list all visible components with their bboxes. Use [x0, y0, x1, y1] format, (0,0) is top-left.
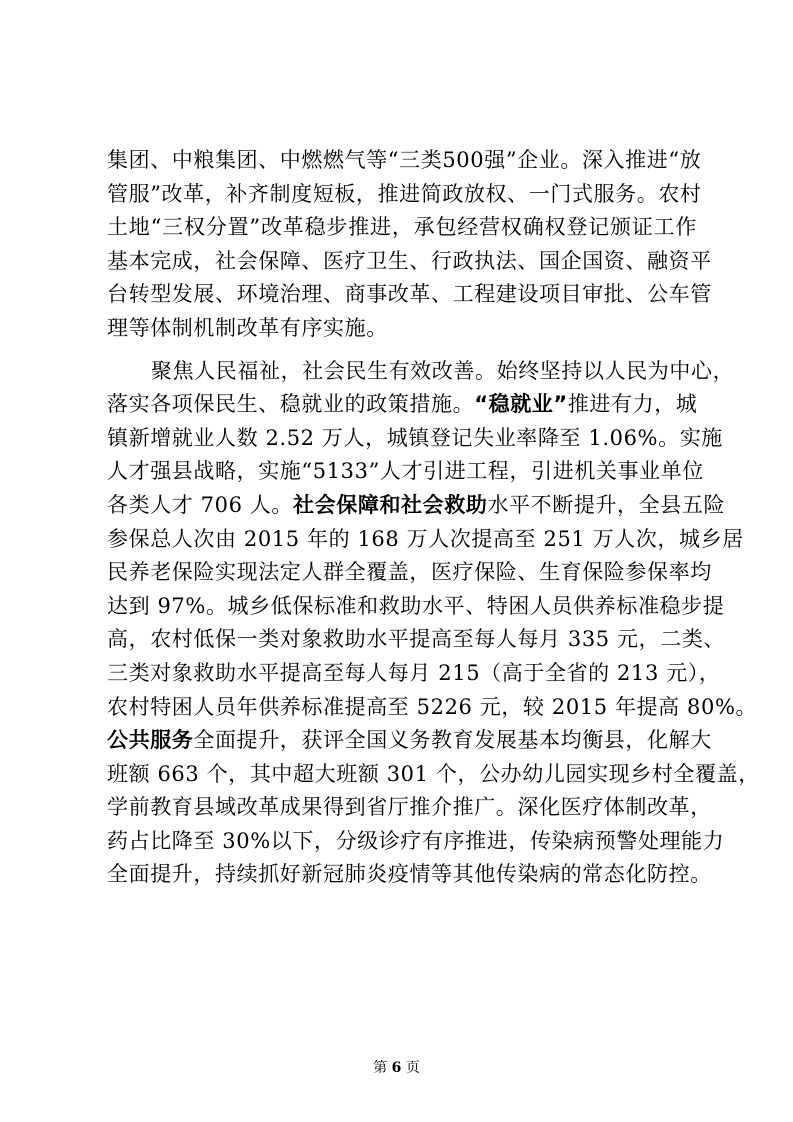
text-line: [107, 724, 712, 758]
text-line: [107, 388, 697, 422]
text-line: 土地“三权分置”改革稳步推进，承包经营权确权登记颁证工作: [107, 215, 697, 240]
paragraph-livelihood: [107, 355, 760, 893]
text-segment: 各类人才 706 人。: [107, 492, 294, 517]
paragraph-reform: [107, 144, 712, 346]
text-line: 人才强县战略，实施“5133”人才引进工程，引进机关事业单位: [107, 459, 704, 484]
text-segment: 全面提升，获评全国义务教育发展基本均衡县，化解大: [193, 728, 712, 753]
text-segment: 推进有力，城: [567, 392, 698, 417]
text-line: 集团、中粮集团、中燃燃气等“三类500强”企业。深入推进“放: [107, 148, 702, 172]
bold-keyword-stable-employment: “稳就业”: [474, 392, 568, 417]
text-line: 民养老保险实现法定人群全覆盖，医疗保险、生育保险参保率均: [107, 560, 712, 585]
text-line: 农村特困人员年供养标准提高至 5226 元，较 2015 年提高 80%。: [107, 694, 758, 719]
text-segment: 落实各项保民生、稳就业的政策措施。: [107, 392, 475, 417]
text-line: 药占比降至 30%以下，分级诊疗有序推进，传染病预警处理能力: [107, 828, 725, 853]
bold-keyword-public-service: 公共服务: [107, 728, 194, 753]
text-line: 学前教育县域改革成果得到省厅推介推广。深化医疗体制改革，: [107, 795, 712, 820]
text-line: 聚焦人民福祉，社会民生有效改善。始终坚持以人民为中心，: [151, 358, 735, 383]
page-number: 6: [391, 1060, 402, 1076]
text-line: 管服”改革，补齐制度短板，推进简政放权、一门式服务。农村: [107, 181, 702, 206]
document-body: [107, 144, 760, 892]
text-line: 班额 663 个，其中超大班额 301 个，公办幼儿园实现乡村全覆盖，: [107, 761, 760, 786]
text-segment: 水平不断提升，全县五险: [487, 492, 726, 517]
bold-keyword-social-security: 社会保障和社会救助: [293, 492, 488, 517]
text-line: 镇新增就业人数 2.52 万人，城镇登记失业率降至 1.06%。实施: [107, 425, 723, 450]
text-line: 全面提升，持续抓好新冠肺炎疫情等其他传染病的常态化防控。: [107, 862, 712, 887]
text-line: 高，农村低保一类对象救助水平提高至每人每月 335 元，二类、: [107, 627, 726, 652]
text-line: 基本完成，社会保障、医疗卫生、行政执法、国企国资、融资平: [107, 248, 712, 273]
text-line: 参保总人次由 2015 年的 168 万人次提高至 251 万人次，城乡居: [107, 526, 744, 551]
page-label-prefix: 第: [373, 1060, 388, 1076]
paragraph-spacer: [107, 346, 697, 355]
text-line: 达到 97%。城乡低保标准和救助水平、特困人员供养标准稳步提: [107, 593, 725, 618]
text-line: 理等体制机制改革有序实施。: [107, 315, 388, 340]
text-line: 三类对象救助水平提高至每人每月 215（高于全省的 213 元），: [107, 660, 721, 685]
page-footer: [0, 1057, 793, 1077]
text-line: 台转型发展、环境治理、商事改革、工程建设项目审批、公车管: [107, 282, 712, 307]
page-label-suffix: 页: [405, 1060, 420, 1076]
text-line: [107, 489, 726, 523]
